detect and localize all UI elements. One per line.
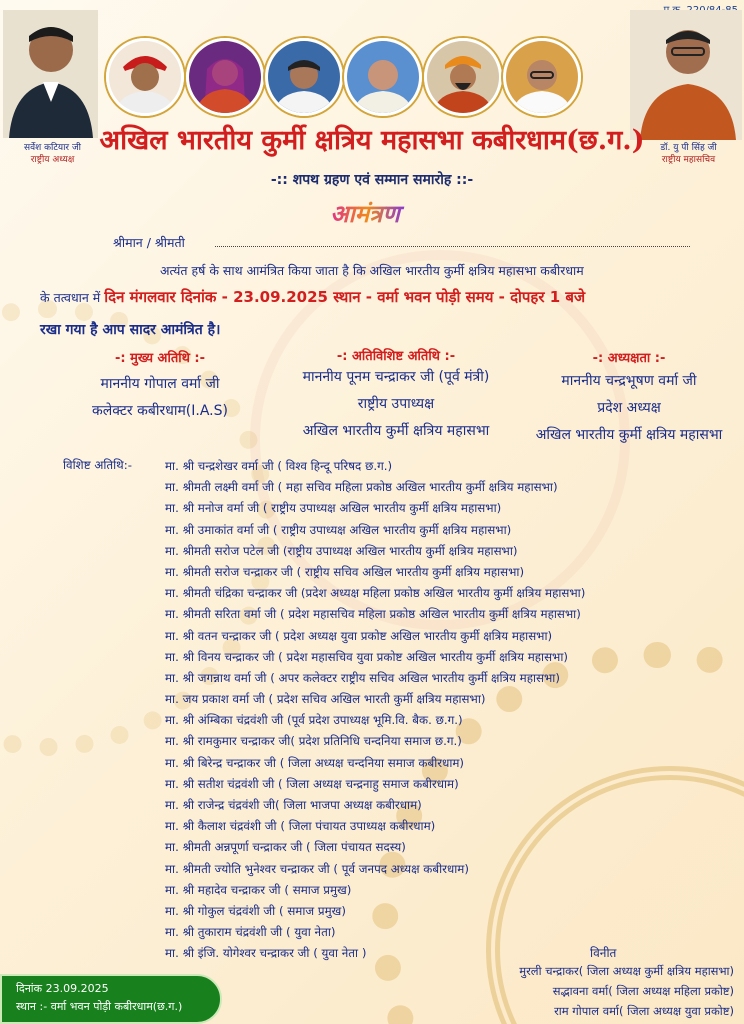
list-item: मा. श्री इंजि. योगेश्वर चन्द्राकर जी ( युवा नेता ) bbox=[165, 946, 367, 961]
portrait-icon bbox=[506, 41, 578, 113]
portrait-circle-2 bbox=[186, 38, 264, 116]
list-item: मा. श्रीमती सरोज चन्द्राकर जी ( राष्ट्रीय सचिव अखिल भारतीय कुर्मी क्षत्रिय महासभा) bbox=[165, 564, 525, 579]
vinit-line: राम गोपाल वर्मा( जिला अध्यक्ष युवा प्रकोष्ट) bbox=[554, 1004, 734, 1018]
list-item: मा. श्रीमती चंद्रिका चन्द्राकर जी (प्रदेश अध्यक्ष महिला प्रकोष्ठ अखिल भारतीय कुर्मी क्षत्रिय महासभा) bbox=[165, 586, 586, 601]
presidency-org: अखिल भारतीय कुर्मी क्षत्रिय महासभा bbox=[535, 427, 723, 443]
list-item: मा. श्री वतन चन्द्राकर जी ( प्रदेश अध्यक्ष युवा प्रकोष्ट अखिल भारतीय कुर्मी क्षत्रिय महासभा) bbox=[165, 628, 553, 643]
presidency-designation: प्रदेश अध्यक्ष bbox=[597, 400, 661, 416]
salutation-label: श्रीमान / श्रीमती bbox=[113, 235, 185, 250]
invitation-line-3: रखा गया है आप सादर आमंत्रित है। bbox=[40, 322, 221, 338]
list-item: मा. श्री चन्द्रशेखर वर्मा जी ( विश्व हिन्दू परिषद छ.ग.) bbox=[165, 459, 393, 473]
vinit-heading: विनीत bbox=[590, 946, 617, 960]
venue-badge bbox=[0, 974, 222, 1024]
chief-guest-name: माननीय गोपाल वर्मा जी bbox=[100, 376, 220, 392]
special-guest-heading: -: अतिविशिष्ट अतिथि :- bbox=[336, 349, 456, 364]
list-item: मा. श्री उमाकांत वर्मा जी ( राष्ट्रीय उपाध्यक्ष अखिल भारतीय कुर्मी क्षत्रिय महासभा) bbox=[165, 522, 512, 537]
portrait-icon bbox=[427, 41, 499, 113]
special-guest-block bbox=[276, 346, 516, 445]
portrait-icon bbox=[347, 41, 419, 113]
special-guest-name: माननीय पूनम चन्द्राकर जी (पूर्व मंत्री) bbox=[302, 369, 490, 385]
list-item: मा. श्रीमती अन्नपूर्णा चन्द्राकर जी ( जिला पंचायत सदस्य) bbox=[165, 840, 406, 855]
list-item: मा. श्री विनय चन्द्राकर जी ( प्रदेश महासचिव युवा प्रकोष्ट अखिल भारतीय कुर्मी क्षत्रिय महासभा) bbox=[165, 649, 568, 664]
presidency-name: माननीय चन्द्रभूषण वर्मा जी bbox=[561, 373, 697, 389]
right-leader-name: डॉ. यु पी सिंह जी bbox=[660, 143, 717, 153]
list-item: मा. श्रीमती लक्ष्मी वर्मा जी ( महा सचिव महिला प्रकोष्ठ अखिल भारतीय कुर्मी क्षत्रिय महासभा) bbox=[165, 480, 558, 495]
chief-guest-designation: कलेक्टर कबीरधाम(I.A.S) bbox=[92, 403, 228, 419]
list-item: मा. श्री रामकुमार चन्द्राकर जी( प्रदेश प्रतिनिधि चन्दनिया समाज छ.ग.) bbox=[165, 734, 462, 749]
left-leader-photo bbox=[3, 10, 98, 138]
portrait-icon bbox=[268, 41, 340, 113]
list-item: मा. श्री गोकुल चंद्रवंशी जी ( समाज प्रमुख) bbox=[165, 903, 346, 918]
invitation-line-2 bbox=[40, 287, 585, 307]
portrait-circle-1 bbox=[106, 38, 184, 116]
list-item: मा. श्रीमती ज्योति भुनेश्वर चन्द्राकर जी ( पूर्व जनपद अध्यक्ष कबीरधाम) bbox=[165, 861, 469, 876]
list-item: मा. श्रीमती सरोज पटेल जी (राष्ट्रीय उपाध्यक्ष अखिल भारतीय कुर्मी क्षत्रिय महासभा) bbox=[165, 543, 518, 558]
event-subtitle: -:: शपथ ग्रहण एवं सम्मान समारोह ::- bbox=[270, 172, 474, 188]
left-leader-designation: राष्ट्रीय अध्यक्ष bbox=[30, 155, 75, 165]
list-item: मा. श्री सतीश चंद्रवंशी जी ( जिला अध्यक्ष चन्द्रनाहु समाज कबीरधाम) bbox=[165, 776, 459, 791]
special-guest-org: अखिल भारतीय कुर्मी क्षत्रिय महासभा bbox=[302, 423, 490, 439]
list-item: मा. श्री बिरेन्द्र चन्द्राकर जी ( जिला अध्यक्ष चन्दनिया समाज कबीरधाम) bbox=[165, 755, 465, 770]
event-details: दिन मंगलवार दिनांक - 23.09.2025 स्थान - वर्मा भवन पोड़ी समय - दोपहर 1 बजे bbox=[104, 288, 586, 306]
presidency-heading: -: अध्यक्षता :- bbox=[592, 351, 666, 366]
portrait-circle-4 bbox=[344, 38, 422, 116]
portrait-icon bbox=[3, 10, 98, 138]
list-item: मा. श्री राजेन्द्र चंद्रवंशी जी( जिला भाजपा अध्यक्ष कबीरधाम) bbox=[165, 798, 422, 812]
footer-place: स्थान :- वर्मा भवन पोड़ी कबीरधाम(छ.ग.) bbox=[16, 1000, 183, 1013]
portrait-circle-3 bbox=[265, 38, 343, 116]
list-item: मा. श्री महादेव चन्द्राकर जी ( समाज प्रमुख) bbox=[165, 882, 352, 897]
list-item: मा. श्री कैलाश चंद्रवंशी जी ( जिला पंचायत उपाध्यक्ष कबीरधाम) bbox=[165, 819, 436, 834]
list-item: मा. श्री अंम्बिका चंद्रवंशी जी (पूर्व प्रदेश उपाध्यक्ष भूमि.वि. बैक. छ.ग.) bbox=[165, 713, 463, 728]
left-leader-name: सर्वेश कटियार जी bbox=[24, 143, 81, 153]
invitation-prefix: के तत्वधान में bbox=[40, 290, 101, 305]
portrait-icon bbox=[189, 41, 261, 113]
portrait-circle-6 bbox=[503, 38, 581, 116]
right-leader-designation: राष्ट्रीय महासचिव bbox=[661, 155, 716, 165]
svg-text:आमंत्रण: आमंत्रण bbox=[330, 199, 400, 228]
chief-guest-heading: -: मुख्य अतिथि :- bbox=[114, 351, 206, 366]
presidency-block bbox=[514, 348, 744, 449]
portrait-icon bbox=[109, 41, 181, 113]
list-item: मा. श्री मनोज वर्मा जी ( राष्ट्रीय उपाध्यक्ष अखिल भारतीय कुर्मी क्षत्रिय महासभा) bbox=[165, 501, 502, 516]
name-blank-line bbox=[215, 246, 690, 247]
list-item: मा. श्री जगन्नाथ वर्मा जी ( अपर कलेक्टर राष्ट्रीय सचिव अखिल भारतीय कुर्मी क्षत्रिय महासभा) bbox=[165, 670, 560, 685]
list-item: मा. श्रीमती सरिता वर्मा जी ( प्रदेश महासचिव महिला प्रकोष्ठ अखिल भारतीय कुर्मी क्षत्रिय महासभा) bbox=[165, 607, 581, 622]
list-item: मा. श्री तुकाराम चंद्रवंशी जी ( युवा नेता) bbox=[165, 925, 336, 940]
vinit-line: सद्भावना वर्मा( जिला अध्यक्ष महिला प्रकोष्ट) bbox=[552, 984, 734, 998]
invite-calligraphy bbox=[300, 190, 430, 236]
special-guest-designation: राष्ट्रीय उपाध्यक्ष bbox=[357, 396, 435, 412]
invitation-line-1: अत्यंत हर्ष के साथ आमंत्रित किया जाता है कि अखिल भारतीय कुर्मी क्षत्रिय महासभा कबीरधाम bbox=[160, 263, 584, 278]
vip-guests-label: विशिष्ट अतिथि:- bbox=[63, 458, 132, 472]
footer-date: दिनांक 23.09.2025 bbox=[16, 982, 109, 995]
portrait-circle-5 bbox=[424, 38, 502, 116]
organization-title: अखिल भारतीय कुर्मी क्षत्रिय महासभा कबीरधाम(छ.ग.) bbox=[99, 125, 645, 156]
chief-guest-block bbox=[40, 348, 280, 425]
vip-guest-list bbox=[165, 457, 585, 966]
vinit-line: मुरली चन्द्राकर( जिला अध्यक्ष कुर्मी क्षत्रिय महासभा) bbox=[519, 964, 734, 978]
list-item: मा. जय प्रकाश वर्मा जी ( प्रदेश सचिव अखिल भारती कुर्मी क्षत्रिय महासभा) bbox=[165, 692, 486, 707]
